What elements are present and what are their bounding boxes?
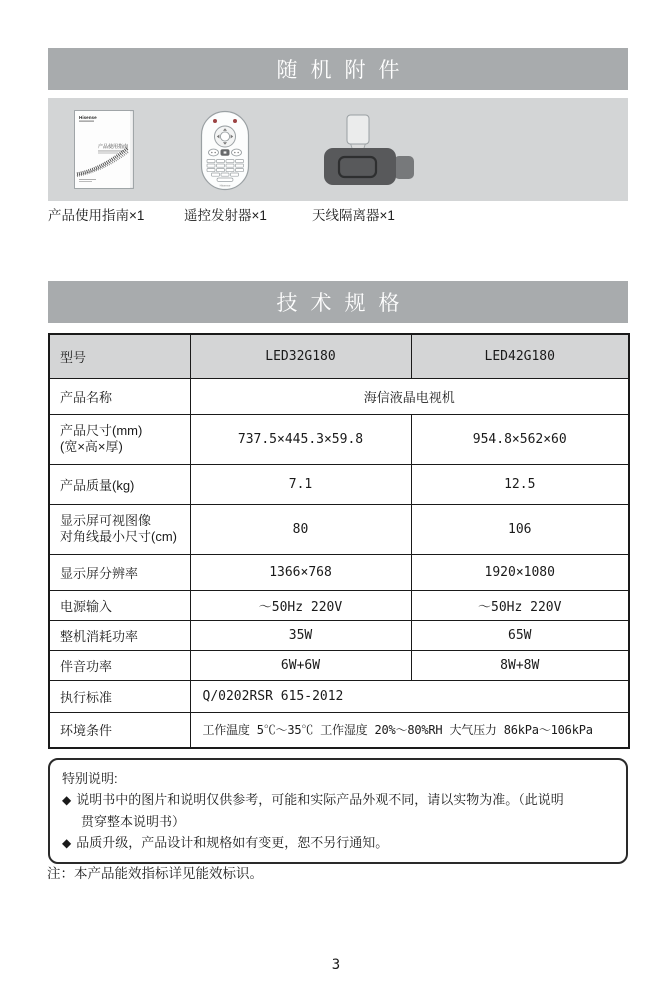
table-row-audio-power [49,650,629,680]
energy-efficiency-note: 注：本产品能效指标详见能效标识。 [47,866,263,881]
table-row-standard [49,680,629,712]
row-label: 产品名称 [49,378,190,414]
accessories-banner: 随机附件 [48,48,628,90]
specs-table [48,333,630,749]
table-row-dimensions [49,414,629,464]
row-value-2: ～50Hz 220V [411,590,629,620]
row-value-2: 106 [411,504,629,554]
row-value-2: 65W [411,620,629,650]
diamond-bullet-icon: ◆ [62,793,72,807]
accessory-label-remote: 遥控发射器×1 [184,208,267,223]
table-row-power-input [49,590,629,620]
row-label: 产品质量(kg) [49,464,190,504]
note-bullet [62,832,564,854]
row-label: 伴音功率 [49,650,190,680]
accessories-panel [48,98,628,201]
table-row-resolution [49,554,629,590]
notes-title: 特别说明: [62,771,118,786]
remote-power-dot [213,119,217,123]
model-name-2: LED42G180 [411,334,629,378]
remote-control-image [200,110,250,191]
row-value-1: 6W+6W [190,650,411,680]
row-label: 产品尺寸(mm) (宽×高×厚) [49,414,190,464]
remote-mute-dot [233,119,237,123]
accessory-label-manual: 产品使用指南×1 [48,208,145,223]
table-row-diagonal [49,504,629,554]
table-row-environment [49,712,629,748]
manual-cover-title: 产品使用指南 [98,144,129,150]
row-label: 显示屏分辨率 [49,554,190,590]
row-value-1: 80 [190,504,411,554]
manual-cover-image [74,110,134,189]
antenna-isolator-image [316,114,416,186]
table-row-product-name [49,378,629,414]
row-label: 整机消耗功率 [49,620,190,650]
model-header-label: 型号 [49,334,190,378]
row-value-1: ～50Hz 220V [190,590,411,620]
table-row-consumption [49,620,629,650]
table-row-weight [49,464,629,504]
row-value-2: 12.5 [411,464,629,504]
row-value-1: 1366×768 [190,554,411,590]
row-value-span: Q/0202RSR 615-2012 [190,680,629,712]
table-header-row [49,334,629,378]
row-label: 环境条件 [49,712,190,748]
note-text: 品质升级，产品设计和规格如有变更，恕不另行通知。 [76,835,389,850]
row-value-1: 35W [190,620,411,650]
accessory-label-isolator: 天线隔离器×1 [312,208,395,223]
row-label: 执行标准 [49,680,190,712]
remote-brand-label: Hisense [219,183,231,188]
row-value-span: 海信液晶电视机 [190,378,629,414]
row-value-1: 737.5×445.3×59.8 [190,414,411,464]
row-label: 显示屏可视图像 对角线最小尺寸(cm) [49,504,190,554]
diamond-bullet-icon: ◆ [62,836,72,850]
row-value-span: 工作温度 5℃～35℃ 工作湿度 20%～80%RH 大气压力 86kPa～106kPa [190,712,629,748]
manual-brand-logo: Hisense [79,115,97,120]
note-text: 说明书中的图片和说明仅供参考，可能和实际产品外观不同，请以实物为准。（此说明贯穿整本说明书） [76,792,564,829]
row-label: 电源输入 [49,590,190,620]
row-value-2: 8W+8W [411,650,629,680]
specs-banner: 技术规格 [48,281,628,323]
row-value-2: 954.8×562×60 [411,414,629,464]
page-number: 3 [331,957,341,973]
row-value-2: 1920×1080 [411,554,629,590]
row-value-1: 7.1 [190,464,411,504]
note-bullet [62,789,564,832]
model-name-1: LED32G180 [190,334,411,378]
special-notes-box [48,758,628,864]
